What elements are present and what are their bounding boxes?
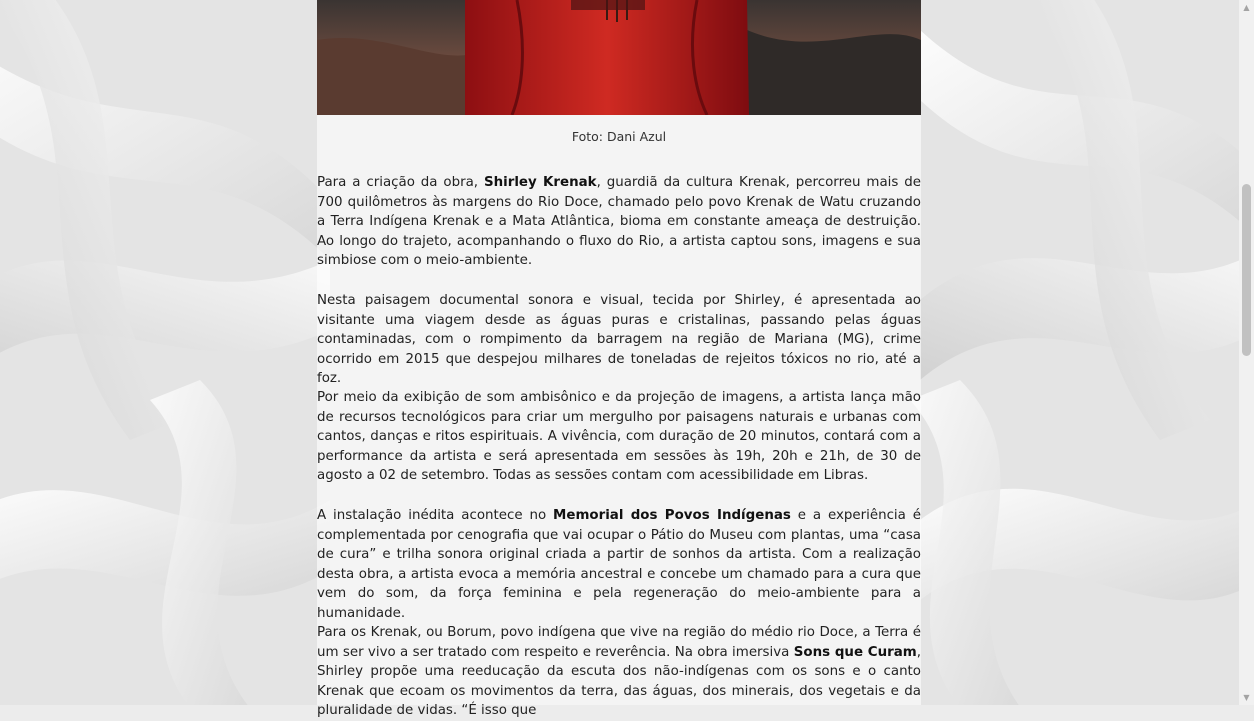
scroll-down-arrow-icon[interactable]: ▼ (1243, 693, 1250, 702)
scroll-up-arrow-icon[interactable]: ▲ (1243, 3, 1250, 12)
photo-caption: Foto: Dani Azul (571, 129, 667, 144)
paragraph-sessions: Por meio da exibição de som ambisônico e da projeção de imagens, a artista lança mão de recursos tecnológicos para criar um mergulho por paisagens naturais e urbanas com cantos, danças e ritos espirituais. A vivência, com duração de 20 minutos, contará com a performance da artista e será apresentada em sessões às 19h, 20h e 21h, de 30 de agosto a 02 de setembro. Todas as sessões contam com acessibilidade em Libras. (317, 390, 921, 484)
work-title: Sons que Curam (793, 644, 917, 660)
artist-name: Shirley Krenak (483, 175, 597, 190)
paragraph-krenak: Para os Krenak, ou Borum, povo indígena que vive na região do médio rio Doce, a Terra é um ser vivo a ser tratado com respeito e reverência. Na obra imersiva Sons que Curam, Shirley propõe uma reeducação da escuta dos não-indígenas com os sons e o canto Krenak que ecoam os movimentos da terra, das águas, dos minerais, dos vegetais e da pluralidade de vidas. “É isso que (317, 625, 921, 719)
venue-name: Memorial dos Povos Indígenas (553, 508, 791, 523)
page-scrollbar[interactable] (1239, 0, 1254, 705)
paragraph-creation: Para a criação da obra, Shirley Krenak, guardiã da cultura Krenak, percorreu mais de 700 quilômetros às margens do Rio Doce, chamado pelo povo Krenak de Watu cruzando a Terra Indígena Krenak e a Mata Atlântica, bioma em constante ameaça de destruição. Ao longo do trajeto, acompanhando o fluxo do Rio, a artista captou sons, imagens e sua simbiose com o meio-ambiente. (317, 175, 921, 269)
paragraph-installation: A instalação inédita acontece no Memorial dos Povos Indígenas e a experiência é complementada por cenografia que vai ocupar o Pátio do Museu com plantas, uma “casa de cura” e trilha sonora original criada a partir de sonhos da artista. Com a realização desta obra, a artista evoca a memória ancestral e concebe um chamado para a cura que vem do som, da força feminina e pela regeneração do meio-ambiente para a humanidade. (317, 508, 921, 621)
article-photo (317, 0, 921, 115)
paragraph-landscape: Nesta paisagem documental sonora e visual, tecida por Shirley, é apresentada ao visitante uma viagem desde as águas puras e cristalinas, passando pelas águas contaminadas, com o rompimento da barragem na região de Mariana (MG), crime ocorrido em 2015 que despejou milhares de toneladas de rejeitos tóxicos no rio, até a foz. (317, 293, 921, 387)
performer-in-red-image (317, 0, 921, 115)
scrollbar-thumb[interactable] (1242, 184, 1251, 356)
